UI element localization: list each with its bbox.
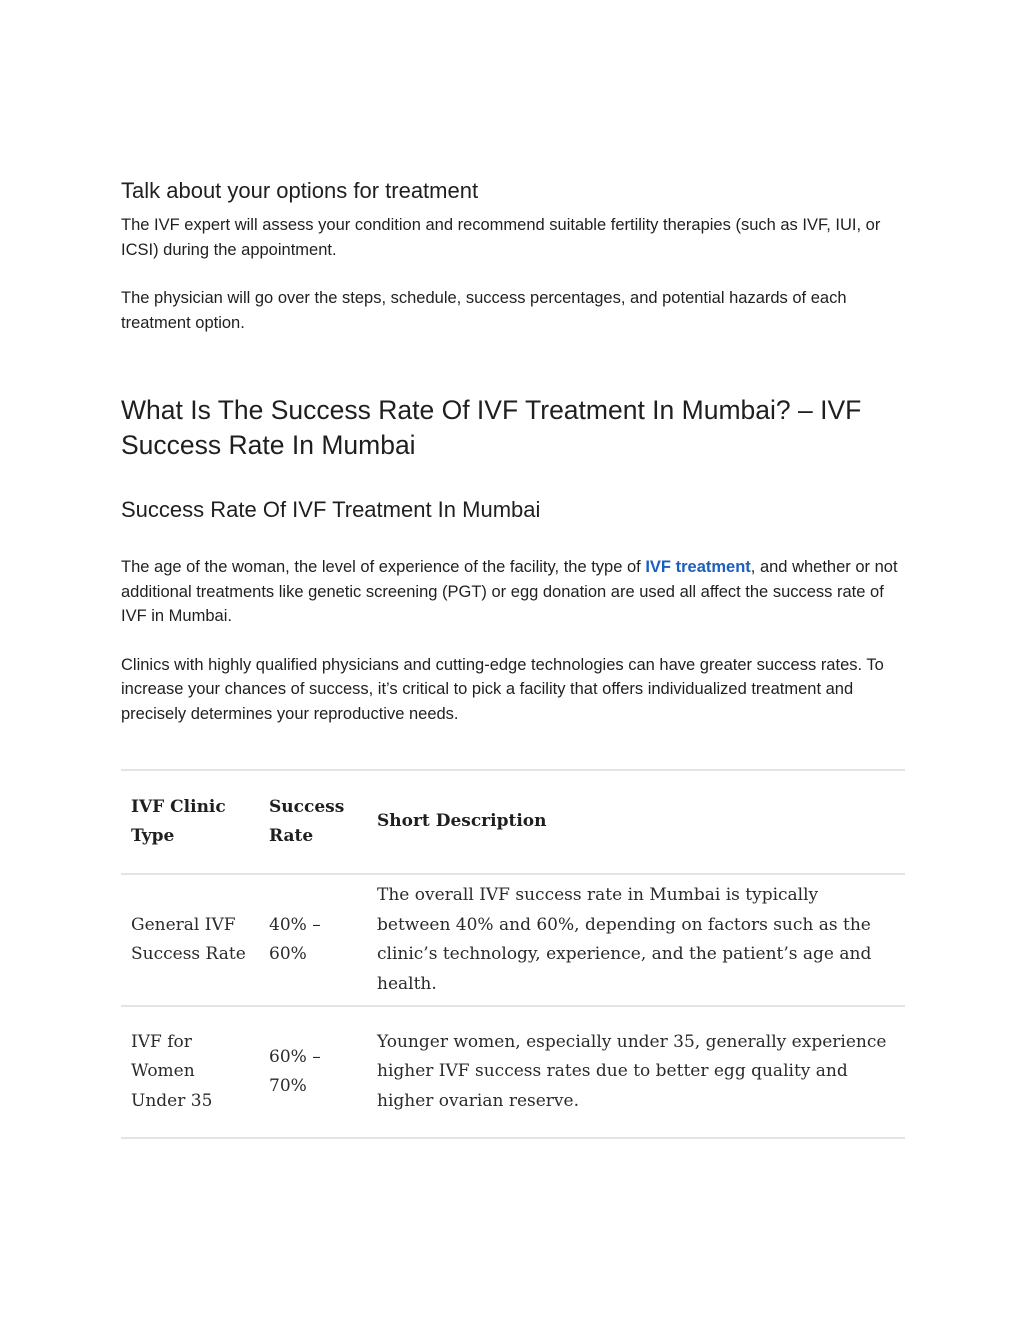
cell-success-rate: 60% – 70% [269, 1046, 321, 1096]
success-paragraph-1-text-a: The age of the woman, the level of experience of the facility, the type of [121, 558, 646, 576]
cell-clinic-type: IVF for Women Under 35 [131, 1031, 213, 1111]
header-short-description: Short Description [377, 811, 547, 832]
header-clinic-type: IVF Clinic Type [131, 796, 226, 846]
cell-description: Younger women, especially under 35, generally experience higher IVF success rates due to better egg quality and higher ovarian reserve. [377, 1031, 887, 1111]
cell-success-rate: 40% – 60% [269, 914, 321, 964]
table-row [121, 874, 905, 1006]
success-rate-subheading: Success Rate Of IVF Treatment In Mumbai [121, 497, 541, 522]
success-paragraph-2: Clinics with highly qualified physicians and cutting-edge technologies can have greater success rates. To increase your chances of success, it’s critical to pick a facility that offers individualized treatment and precisely determines your reproductive needs. [121, 655, 884, 723]
ivf-success-rate-table [121, 769, 905, 1139]
header-success-rate: Success Rate [269, 796, 345, 846]
success-paragraph-1-text-b: , and whether or not additional treatments like genetic screening (PGT) or egg donation are used all affect the success rate of IVF in Mumbai. [121, 558, 898, 625]
table-header-row [121, 770, 905, 874]
document-content [121, 177, 905, 726]
cell-clinic-type: General IVF Success Rate [131, 914, 246, 964]
cell-description: The overall IVF success rate in Mumbai is typically between 40% and 60%, depending on factors such as the clinic’s technology, experience, and the patient’s age and health. [377, 885, 872, 994]
treatment-paragraph-1: The IVF expert will assess your condition and recommend suitable fertility therapies (such as IVF, IUI, or ICSI) during the appointment. [121, 216, 881, 259]
ivf-treatment-link[interactable]: IVF treatment [645, 558, 751, 576]
treatment-options-heading: Talk about your options for treatment [121, 178, 479, 203]
table-row [121, 1006, 905, 1138]
success-paragraph-1 [121, 555, 905, 629]
treatment-paragraph-2: The physician will go over the steps, schedule, success percentages, and potential hazards of each treatment option. [121, 289, 847, 332]
success-rate-heading: What Is The Success Rate Of IVF Treatment In Mumbai? – IVF Success Rate In Mumbai [121, 395, 862, 460]
